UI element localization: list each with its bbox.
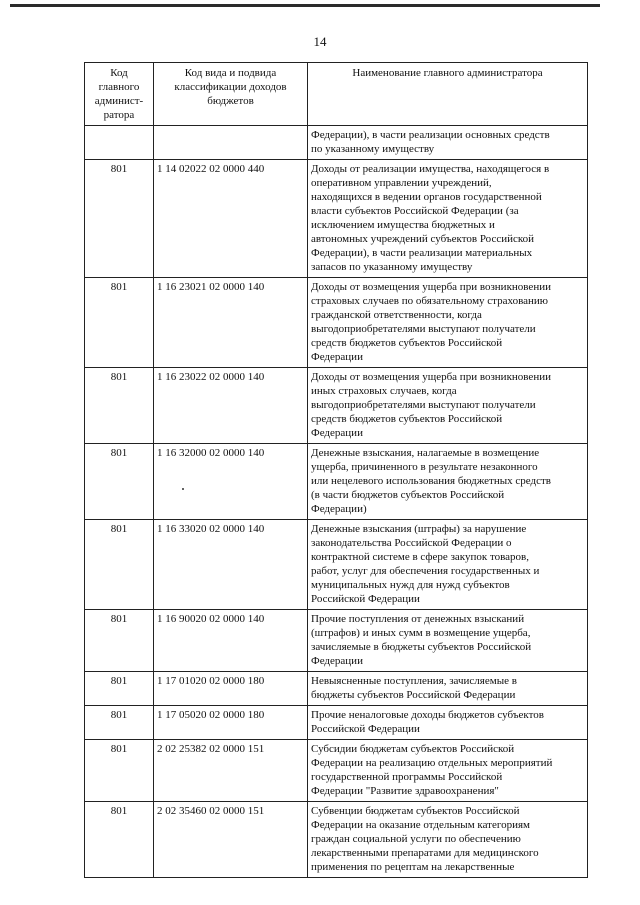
name-line: автономных учреждений субъектов Российской [311,233,535,245]
name-line: выгодоприобретателями выступают получатели [311,399,536,411]
page-number: 14 [313,34,327,49]
name-line: ущерба, причиненного в результате незаконного [311,461,538,473]
name-line: Федерации [311,427,363,439]
name-line: оперативном управлении учреждений, [311,177,492,189]
admin-code-cell: 801 [85,802,154,878]
name-line: контрактной системе в сфере закупок товаров, [311,551,529,563]
income-code-cell: 2 02 25382 02 0000 151 [154,740,308,802]
name-line: Российской Федерации [311,723,420,735]
name-line: муниципальных нужд для нужд субъектов [311,579,510,591]
name-line: иных страховых случаев, когда [311,385,457,397]
name-line: Федерации "Развитие здравоохранения" [311,785,499,797]
admin-name-cell [308,672,588,706]
name-line: Федерации) [311,503,367,515]
scan-speck [182,488,184,490]
table-row [85,520,588,610]
name-line: находящихся в ведении органов государственной [311,191,542,203]
admin-name-cell [308,802,588,878]
name-line: бюджеты субъектов Российской Федерации [311,689,516,701]
name-line: Федерации), в части реализации материальных [311,247,533,259]
admin-code-cell: 801 [85,740,154,802]
name-line: Прочие неналоговые доходы бюджетов субъектов [311,709,544,721]
income-code-cell: 1 17 01020 02 0000 180 [154,672,308,706]
table-row [85,160,588,278]
table-row [85,278,588,368]
admin-code-cell: 801 [85,706,154,740]
income-code-cell: 1 16 23021 02 0000 140 [154,278,308,368]
name-line: Денежные взыскания, налагаемые в возмещение [311,447,540,459]
name-line: Российской Федерации [311,593,420,605]
admin-code-cell: 801 [85,610,154,672]
name-line: власти субъектов Российской Федерации (за [311,205,519,217]
income-code-cell: 1 17 05020 02 0000 180 [154,706,308,740]
table-row [85,706,588,740]
table-row [85,368,588,444]
admin-name-cell [308,368,588,444]
name-line: Федерации), в части реализации основных средств [311,129,550,141]
table-row [85,126,588,160]
top-rule [10,4,600,7]
name-line: Федерации на оказание отдельным категориям [311,819,531,831]
table-header-row [85,63,588,126]
name-line: законодательства Российской Федерации о [311,537,512,549]
name-line: или нецелевого использования бюджетных средств [311,475,551,487]
name-line: Прочие поступления от денежных взысканий [311,613,525,625]
income-code-cell: 1 16 90020 02 0000 140 [154,610,308,672]
name-line: Доходы от возмещения ущерба при возникновении [311,371,551,383]
name-line: Федерации [311,351,363,363]
name-line: Субсидии бюджетам субъектов Российской [311,743,515,755]
income-code-cell: 1 16 23022 02 0000 140 [154,368,308,444]
income-code-cell: 1 16 33020 02 0000 140 [154,520,308,610]
income-code-cell [154,126,308,160]
name-line: (штрафов) и иных сумм в возмещение ущерба, [311,627,531,639]
name-line: Доходы от возмещения ущерба при возникновении [311,281,551,293]
name-line: исключением имущества бюджетных и [311,219,495,231]
income-code-cell: 1 14 02022 02 0000 440 [154,160,308,278]
admin-code-cell: 801 [85,520,154,610]
name-line: запасов по указанному имуществу [311,261,473,273]
table-row [85,444,588,520]
admin-name-cell [308,706,588,740]
admin-code-cell: 801 [85,368,154,444]
name-line: (в части бюджетов субъектов Российской [311,489,505,501]
name-line: средств бюджетов субъектов Российской [311,413,503,425]
admin-code-cell [85,126,154,160]
table-row [85,740,588,802]
name-line: Федерации на реализацию отдельных мероприятий [311,757,553,769]
admin-name-cell [308,160,588,278]
name-line: государственной программы Российской [311,771,503,783]
name-line: Доходы от реализации имущества, находящегося в [311,163,550,175]
admin-name-cell [308,520,588,610]
name-line: работ, услуг для обеспечения государственных и [311,565,540,577]
name-line: граждан социальной услуги по обеспечению [311,833,521,845]
name-line: по указанному имуществу [311,143,435,155]
income-code-cell: 2 02 35460 02 0000 151 [154,802,308,878]
table-row [85,610,588,672]
name-line: средств бюджетов субъектов Российской [311,337,503,349]
name-line: применения по рецептам на лекарственные [311,861,515,873]
income-code-cell: 1 16 32000 02 0000 140 [154,444,308,520]
admin-name-cell [308,740,588,802]
admin-code-cell: 801 [85,444,154,520]
table-row [85,672,588,706]
name-line: выгодоприобретателями выступают получатели [311,323,536,335]
admin-name-cell [308,444,588,520]
name-line: гражданской ответственности, когда [311,309,482,321]
table-row [85,802,588,878]
name-line: Субвенции бюджетам субъектов Российской [311,805,520,817]
name-line: страховых случаев по обязательному страхованию [311,295,548,307]
admin-name-cell [308,278,588,368]
header-admin-name: Наименование главного администратора [308,63,588,126]
name-line: лекарственными препаратами для медицинского [311,847,539,859]
admin-name-cell [308,126,588,160]
admin-code-cell: 801 [85,160,154,278]
admin-code-cell: 801 [85,672,154,706]
admin-name-cell [308,610,588,672]
header-admin-code: Код главного админист- ратора [85,63,154,126]
name-line: Федерации [311,655,363,667]
admin-code-cell: 801 [85,278,154,368]
name-line: зачисляемые в бюджеты субъектов Российской [311,641,532,653]
name-line: Денежные взыскания (штрафы) за нарушение [311,523,527,535]
income-codes-table [84,62,588,878]
header-income-code: Код вида и подвида классификации доходов бюджетов [154,63,308,126]
name-line: Невыясненные поступления, зачисляемые в [311,675,517,687]
